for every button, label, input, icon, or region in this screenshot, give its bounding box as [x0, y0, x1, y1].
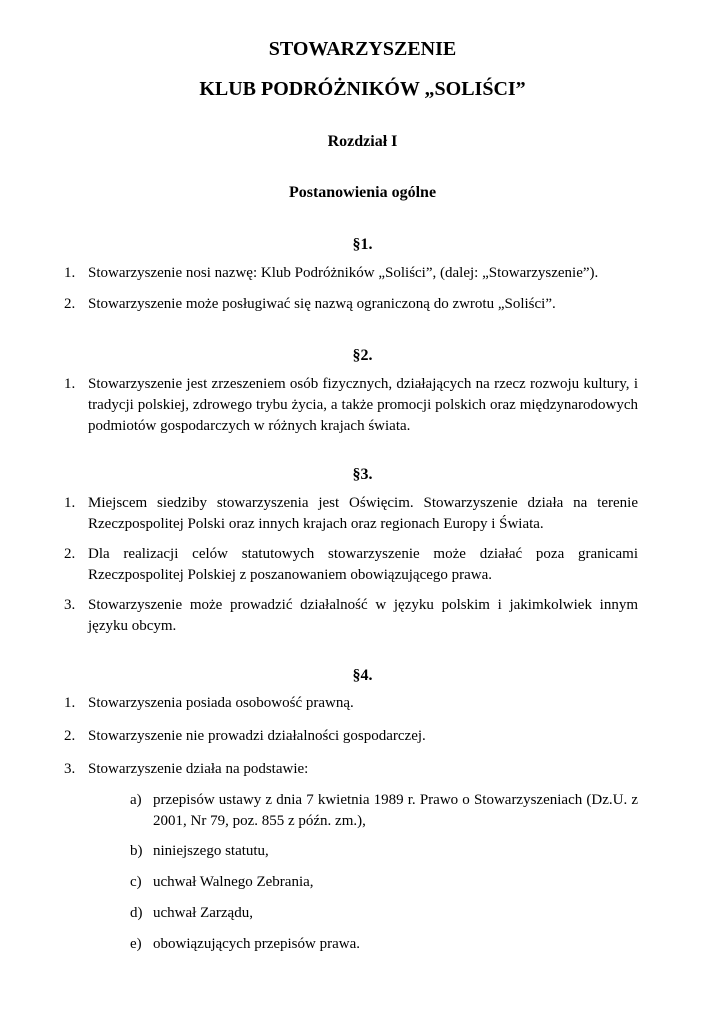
- item-number: 3.: [64, 597, 76, 613]
- sub-list-item: [130, 872, 638, 893]
- list-item: [64, 263, 638, 284]
- sub-item-text: uchwał Zarządu,: [153, 905, 253, 921]
- item-text: Stowarzyszenie działa na podstawie:: [88, 761, 309, 777]
- list-item: [64, 493, 638, 535]
- paragraph-mark-2: §2.: [352, 347, 373, 364]
- sub-list-item: [130, 790, 638, 832]
- list-item: [64, 759, 638, 780]
- sub-item-letter: d): [130, 905, 143, 921]
- item-number: 1.: [64, 376, 76, 392]
- document-title-line1: STOWARZYSZENIE: [268, 38, 457, 60]
- sub-item-letter: c): [130, 874, 142, 890]
- list-item: [64, 544, 638, 586]
- sub-list-item: [130, 841, 638, 862]
- item-text: Stowarzyszenie nosi nazwę: Klub Podróżników „Soliści”, (dalej: „Stowarzyszenie”).: [88, 265, 599, 281]
- document-title-line2: KLUB PODRÓŻNIKÓW „SOLIŚCI”: [199, 78, 526, 100]
- item-number: 2.: [64, 546, 76, 562]
- list-item: [64, 595, 638, 637]
- paragraph-mark-4: §4.: [352, 667, 373, 684]
- sub-item-letter: a): [130, 792, 142, 808]
- sub-item-text: obowiązujących przepisów prawa.: [153, 936, 360, 952]
- item-number: 1.: [64, 495, 76, 511]
- list-item: [64, 693, 638, 714]
- chapter-title: Postanowienia ogólne: [288, 184, 437, 201]
- sub-item-text: niniejszego statutu,: [153, 843, 269, 859]
- item-number: 2.: [64, 728, 76, 744]
- item-text: Dla realizacji celów statutowych stowarzyszenie może działać poza granicami Rzeczpospolitej Polskiej z poszanowaniem obowiązującego prawa.: [88, 546, 638, 583]
- item-number: 3.: [64, 761, 76, 777]
- sub-item-text: przepisów ustawy z dnia 7 kwietnia 1989 r. Prawo o Stowarzyszeniach (Dz.U. z 2001, Nr 79, poz. 855 z późn. zm.),: [153, 792, 638, 829]
- paragraph-mark-3: §3.: [352, 466, 373, 483]
- item-text: Stowarzyszenia posiada osobowość prawną.: [88, 695, 354, 711]
- item-text: Stowarzyszenie nie prowadzi działalności gospodarczej.: [88, 728, 426, 744]
- sub-item-letter: b): [130, 843, 143, 859]
- list-item: [64, 726, 638, 747]
- item-text: Stowarzyszenie jest zrzeszeniem osób fizycznych, działających na rzecz rozwoju kultury, i tradycji polskiej, zdrowego trybu życia, a także promocji polskich oraz międzynarodowych podmiotów gospodarczych w różnych krajach świata.: [88, 376, 638, 434]
- item-text: Stowarzyszenie może prowadzić działalność w języku polskim i jakimkolwiek innym języku obcym.: [88, 597, 638, 634]
- sub-item-text: uchwał Walnego Zebrania,: [153, 874, 314, 890]
- sub-list-item: [130, 934, 638, 955]
- item-number: 1.: [64, 265, 76, 281]
- paragraph-mark-1: §1.: [352, 236, 373, 253]
- item-text: Miejscem siedziby stowarzyszenia jest Oświęcim. Stowarzyszenie działa na terenie Rzeczpospolitej Polski oraz innych krajach oraz regionach Europy i Świata.: [88, 495, 638, 532]
- item-number: 1.: [64, 695, 76, 711]
- list-item: [64, 374, 638, 437]
- chapter-number: Rozdział I: [327, 133, 398, 150]
- item-text: Stowarzyszenie może posługiwać się nazwą ograniczoną do zwrotu „Soliści”.: [88, 296, 556, 312]
- sub-list-item: [130, 903, 638, 924]
- item-number: 2.: [64, 296, 76, 312]
- list-item: [64, 294, 638, 315]
- sub-item-letter: e): [130, 936, 142, 952]
